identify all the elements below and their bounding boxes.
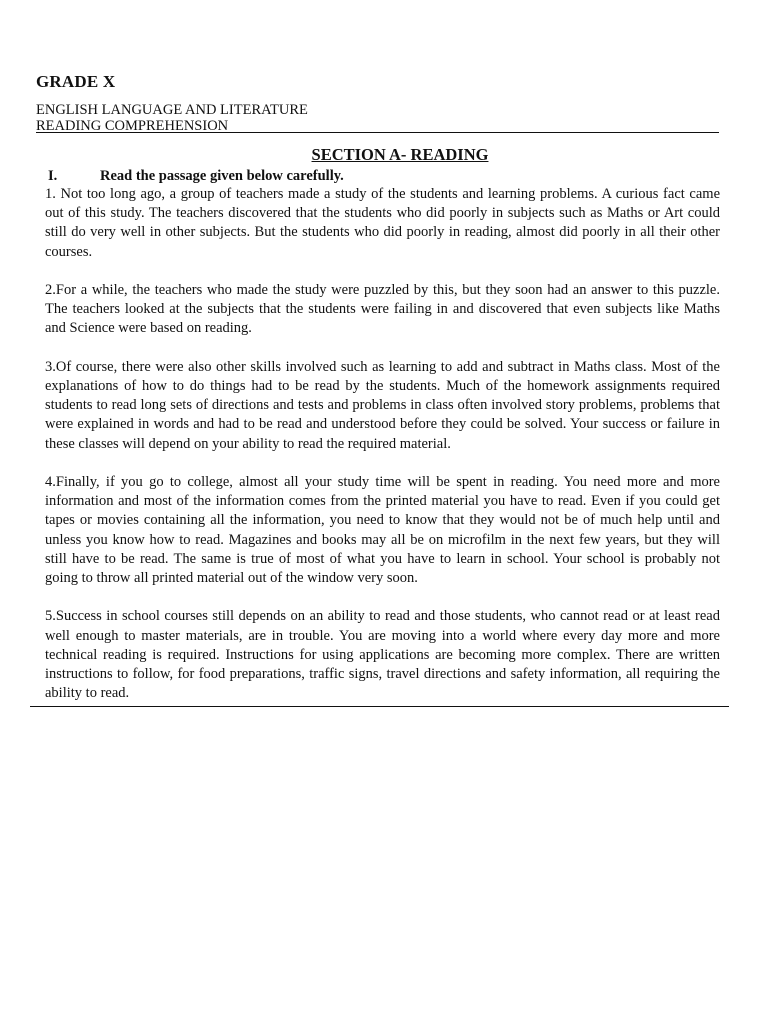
- grade-heading: GRADE X: [36, 72, 116, 91]
- passage-paragraph: 5.Success in school courses still depends on an ability to read and those students, who cannot read or at least read well enough to master materials, are in trouble. You are moving into a world where every day more and more technical reading is required. Instructions for using applications are becoming more complex. There are written instructions to follow, for food preparations, traffic signs, travel directions and safety information, all requiring the ability to read.: [45, 608, 720, 702]
- header-divider: [36, 132, 719, 133]
- instruction-text: Read the passage given below carefully.: [100, 168, 344, 184]
- subject-heading: [36, 102, 308, 134]
- section-title: SECTION A- READING: [311, 145, 489, 164]
- instruction-line: [48, 168, 344, 185]
- passage-paragraph: 2.For a while, the teachers who made the study were puzzled by this, but they soon had an answer to this puzzle. The teachers looked at the subjects that the students were failing in and discovered that even subjects like Maths and Science were based on reading.: [45, 282, 720, 337]
- passage-paragraph: 4.Finally, if you go to college, almost all your study time will be spent in reading. You need more and more information and most of the information comes from the printed material you have to read. Even if you could get tapes or movies containing all the information, you need to know that they would not be of much help until and unless you know how to read. Magazines and books may all be on microfilm in the next few years, but they will still have to be read. The same is true of most of what you have to learn in school. Your school is probably not going to throw all printed material out of the window very soon.: [45, 474, 720, 587]
- reading-passage: [45, 185, 720, 703]
- instruction-number: I.: [48, 168, 58, 184]
- subject-line: ENGLISH LANGUAGE AND LITERATURE: [36, 102, 308, 118]
- passage-paragraph: 1. Not too long ago, a group of teachers made a study of the students and learning problems. A curious fact came out of this study. The teachers discovered that the students who did poorly in subjects such as Maths or Art could still do very well in other subjects. But the students who did poorly in reading, almost did poorly in all their other courses.: [45, 186, 720, 260]
- footer-divider: [30, 706, 729, 707]
- passage-paragraph: 3.Of course, there were also other skills involved such as learning to add and subtract in Maths class. Most of the explanations of how to do things had to be read by the students. Much of the homework assignments required students to read long sets of directions and tests and problems in class often involved story problems, problems that were explained in words and had to be read and understood before they could be solved. Your success or failure in these classes will depend on your ability to read the required material.: [45, 358, 720, 452]
- subject-line: READING COMPREHENSION: [36, 118, 229, 134]
